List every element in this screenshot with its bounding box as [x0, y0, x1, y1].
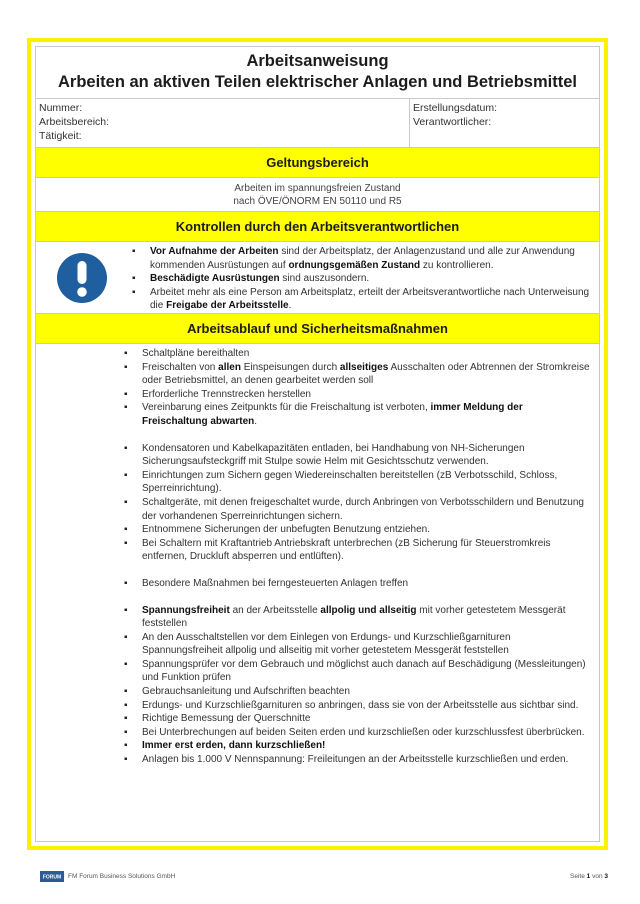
mandatory-exclamation-icon: [56, 252, 108, 304]
bold-phrase: Beschädigte Ausrüstungen: [150, 273, 280, 285]
meta-arbeitsbereich: Arbeitsbereich:: [39, 116, 110, 128]
bold-phrase: Vor Aufnahme der Arbeiten: [150, 246, 279, 257]
logo-text: FORUM: [42, 874, 62, 881]
controls-list-item: ▪ Beschädigte Ausrüstungen sind auszusondern.: [128, 272, 591, 286]
procedure-list-item: ▪ Richtige Bemessung der Querschnitte: [120, 712, 591, 726]
scope-line-2: nach ÖVE/ÖNORM EN 50110 und R5: [233, 196, 402, 207]
bold-phrase: immer Meldung der Freischaltung abwarten: [142, 402, 523, 427]
procedure-list-item: ▪ Bei Unterbrechungen auf beiden Seiten erden und kurzschließen oder kurzschlussfest überbrücken.: [120, 726, 591, 740]
meta-right: [410, 99, 599, 147]
procedure-list-item: ▪ Spannungsprüfer vor dem Gebrauch und möglichst auch danach auf Beschädigung (Messleitungen) und Funktion prüfen: [120, 658, 591, 685]
procedure-heading: Arbeitsablauf und Sicherheitsmaßnahmen: [36, 314, 599, 344]
bold-phrase: allpolig und allseitig: [320, 604, 417, 616]
procedure-list-item: ▪ Entnommene Sicherungen der unbefugten Benutzung entziehen.: [120, 523, 591, 537]
procedure-list-item: ▪ Schaltgeräte, mit denen freigeschaltet wurde, durch Anbringen von Verbotsschildern und Benutzung der vorhandenen Sperreinrichtungen sichern.: [120, 496, 591, 523]
bold-phrase: allen: [218, 361, 241, 373]
procedure-list-item: [120, 739, 591, 753]
procedure-list-item: ▪ An den Ausschaltstellen vor dem Einlegen von Erdungs- und Kurzschließgarnituren Spannungsfreiheit allpolig und allseitig mit vorher getestetem Messgerät feststellen: [120, 631, 591, 658]
document-title: [36, 47, 599, 99]
controls-list: [128, 242, 599, 313]
controls-block: [36, 242, 599, 314]
procedure-list-item: ▪ Besondere Maßnahmen bei ferngesteuerten Anlagen treffen: [120, 577, 591, 591]
procedure-list-item: ▪ Kondensatoren und Kabelkapazitäten entladen, bei Handhabung von NH-Sicherungen Sicherungsaufsteckgriff mit Stulpe sowie Helm mit Gesichtsschutz verwenden.: [120, 442, 591, 469]
procedure-list-item: ▪ Spannungsfreiheit an der Arbeitsstelle allpolig und allseitig mit vorher getestetem Messgerät feststellen: [120, 604, 591, 631]
page-footer: [40, 871, 608, 885]
bold-phrase: ordnungsgemäßen Zustand: [288, 259, 421, 271]
page-prefix: Seite: [570, 873, 587, 880]
procedure-list-item: ▪ Erforderliche Trennstrecken herstellen: [120, 388, 591, 402]
meta-taetigkeit: Tätigkeit:: [39, 130, 82, 142]
scope-line-1: Arbeiten im spannungsfreien Zustand: [234, 183, 401, 194]
footer-company: FM Forum Business Solutions GmbH: [68, 873, 176, 880]
controls-icon-cell: [36, 242, 128, 313]
meta-left: [36, 99, 410, 147]
procedure-list-item: ▪ Freischalten von allen Einspeisungen durch allseitiges Ausschalten oder Abtrennen der Stromkreise oder Betriebsmittel, an denen gearbeitet werden soll: [120, 361, 591, 388]
bold-phrase: Spannungsfreiheit: [142, 604, 230, 616]
controls-heading: Kontrollen durch den Arbeitsverantwortlichen: [36, 212, 599, 242]
procedure-list-item: ▪ Vereinbarung eines Zeitpunkts für die Freischaltung ist verboten, immer Meldung der Freischaltung abwarten.: [120, 401, 591, 428]
meta-verantwortlicher: Verantwortlicher:: [413, 116, 492, 128]
procedure-list-item: ▪ Bei Schaltern mit Kraftantrieb Antriebskraft unterbrechen (zB Sicherung für Steuerstromkreis entfernen, Druckluft absperren und entlüften).: [120, 537, 591, 564]
meta-nummer: Nummer:: [39, 102, 83, 114]
controls-list-item: ▪ Vor Aufnahme der Arbeiten sind der Arbeitsplatz, der Anlagenzustand und alle zur Anwendung kommenden Ausrüstungen auf ordnungsgemäßen Zustand zu kontrollieren.: [128, 245, 591, 272]
forum-logo-icon: [40, 871, 64, 882]
bold-phrase: Freigabe der Arbeitsstelle: [166, 300, 289, 312]
title-line-2: Arbeiten an aktiven Teilen elektrischer Anlagen und Betriebsmittel: [58, 73, 577, 91]
procedure-list-item: ▪ Anlagen bis 1.000 V Nennspannung: Freileitungen an der Arbeitsstelle kurzschließen und erden.: [120, 753, 591, 767]
bold-phrase: allseitiges: [339, 361, 389, 373]
meta-block: [36, 99, 599, 148]
procedure-list-item: ▪ Einrichtungen zum Sichern gegen Wiedereinschalten bereitstellen (zB Verbotsschild, Schloss, Sperreinrichtung).: [120, 469, 591, 496]
page-total: 3: [604, 873, 608, 880]
scope-heading: Geltungsbereich: [36, 148, 599, 178]
controls-list-item: ▪ Arbeitet mehr als eine Person am Arbeitsplatz, erteilt der Arbeitsverantwortliche nach Unterweisung die Freigabe der Arbeitsstelle.: [128, 286, 591, 313]
bold-phrase: Immer erst erden, dann kurzschließen!: [142, 740, 326, 752]
procedure-list-item: ▪ Erdungs- und Kurzschließgarnituren so anbringen, dass sie von der Arbeitsstelle aus sichtbar sind.: [120, 699, 591, 713]
title-line-1: Arbeitsanweisung: [246, 52, 389, 70]
page-mid: von: [590, 873, 605, 880]
procedure-list-item: ▪ Gebrauchsanleitung und Aufschriften beachten: [120, 685, 591, 699]
scope-text: [36, 178, 599, 212]
footer-page-number: [570, 873, 608, 880]
page-current: 1: [586, 873, 591, 880]
procedure-list-item: ▪ Schaltpläne bereithalten: [120, 347, 591, 361]
meta-erstellungsdatum: Erstellungsdatum:: [413, 102, 498, 114]
document-body: [35, 46, 600, 842]
procedure-list: [36, 344, 599, 767]
document-frame: [27, 38, 608, 850]
